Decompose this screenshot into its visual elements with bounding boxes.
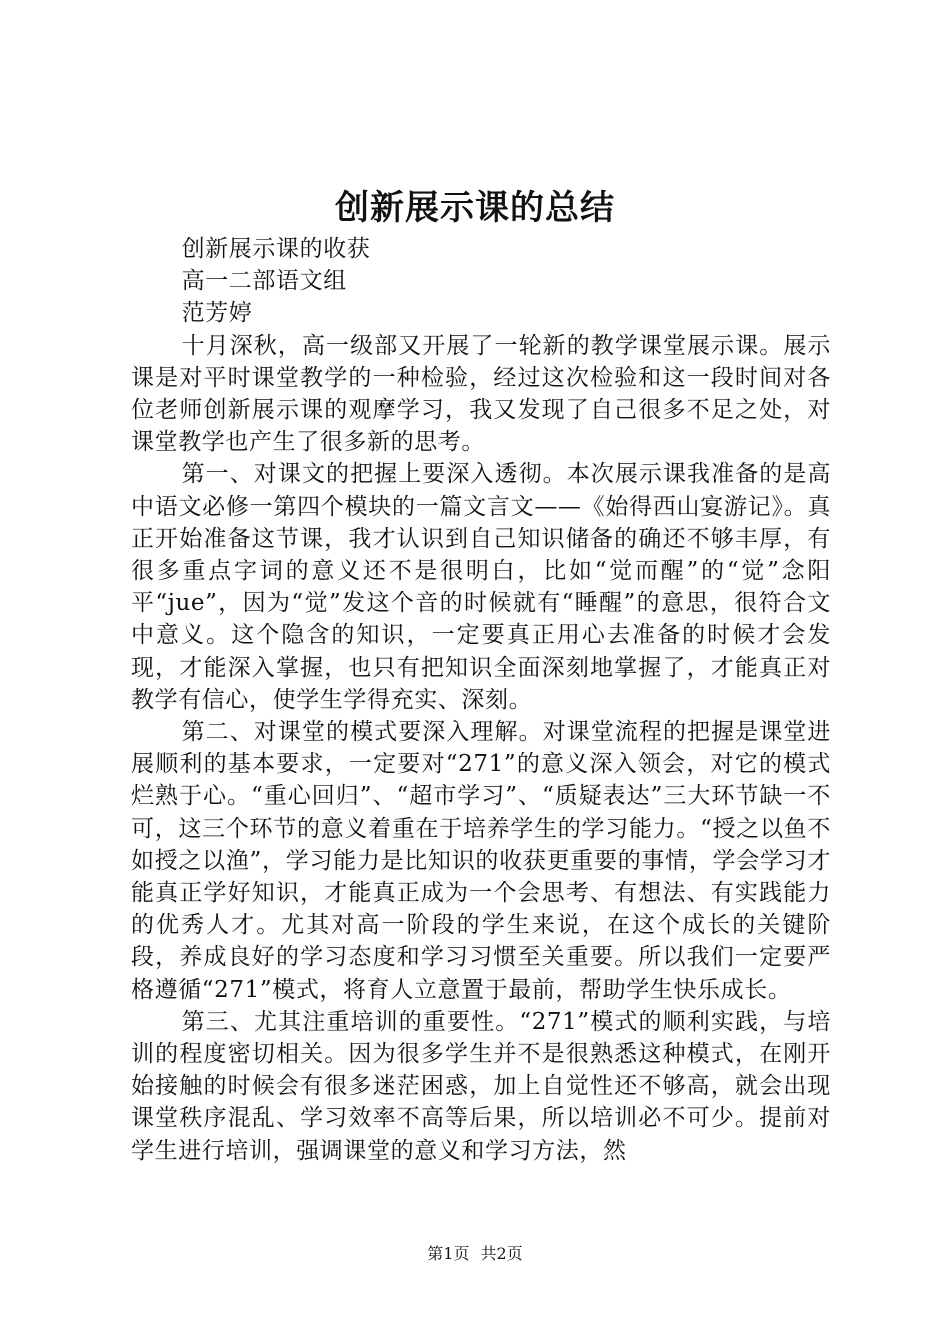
subtitle-line: 创新展示课的收获 [181,236,371,262]
paragraph-first: 第一、对课文的把握上要深入透彻。本次展示课我准备的是高中语文必修一第四个模块的一篇文言文——《始得西山宴游记》。真正开始准备这节课，我才认识到自己知识储备的确还不够丰厚，有很多重点字词的意义还不是很明白，比如“觉而醒”的“觉”念阳平“jue”，因为“觉”发这个音的时候就有“睡醒”的意思，很符合文中意义。这个隐含的知识，一定要真正用心去准备的时候才会发现，才能深入掌握，也只有把知识全面深刻地掌握了，才能真正对教学有信心，使学生学得充实、深刻。 [131,461,831,713]
author-line: 范芳婷 [181,300,253,327]
paragraph-third: 第三、尤其注重培训的重要性。“271”模式的顺利实践，与培训的程度密切相关。因为很多学生并不是很熟悉这种模式，在刚开始接触的时候会有很多迷茫困惑，加上自觉性还不够高，就会出现课堂秩序混乱、学习效率不高等后果，所以培训必不可少。提前对学生进行培训，强调课堂的意义和学习方法，然 [131,1008,831,1164]
paragraph-intro: 十月深秋，高一级部又开展了一轮新的教学课堂展示课。展示课是对平时课堂教学的一种检验，经过这次检验和这一段时间对各位老师创新展示课的观摩学习，我又发现了自己很多不足之处，对课堂教学也产生了很多新的思考。 [131,332,831,456]
page-total: 共2页 [480,1244,523,1263]
document-title: 创新展示课的总结 [335,188,615,228]
paragraph-second: 第二、对课堂的模式要深入理解。对课堂流程的把握是课堂进展顺利的基本要求，一定要对“271”的意义深入领会，对它的模式烂熟于心。“重心回归”、“超市学习”、“质疑表达”三大环节缺一不可，这三个环节的意义着重在于培养学生的学习能力。“授之以鱼不如授之以渔”，学习能力是比知识的收获更重要的事情，学会学习才能真正学好知识，才能真正成为一个会思考、有想法、有实践能力的优秀人才。尤其对高一阶段的学生来说，在这个成长的关键阶段，养成良好的学习态度和学习习惯至关重要。所以我们一定要严格遵循“271”模式，将育人立意置于最前，帮助学生快乐成长。 [131,719,831,1003]
page-number: 第1页 [427,1244,470,1263]
page-footer [0,1243,950,1265]
document-body [131,233,831,1167]
group-line: 高一二部语文组 [181,268,347,295]
